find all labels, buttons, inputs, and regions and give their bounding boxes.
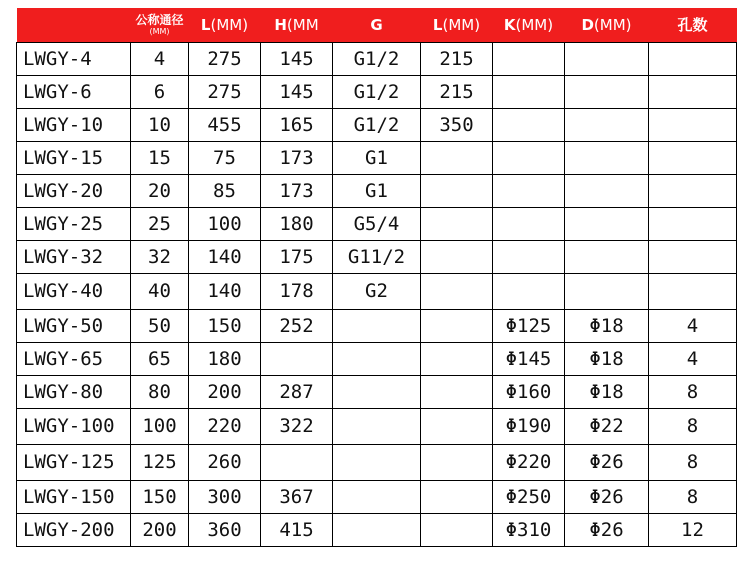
thread-cell: G1/2 bbox=[333, 43, 421, 76]
header-d-letter: D bbox=[581, 15, 594, 34]
k-cell bbox=[493, 76, 565, 109]
length-2-cell: 215 bbox=[421, 43, 493, 76]
length-2-cell: 215 bbox=[421, 76, 493, 109]
nominal-diameter-cell: 200 bbox=[131, 514, 189, 547]
length-cell: 200 bbox=[189, 376, 261, 409]
holes-cell: 8 bbox=[649, 481, 737, 514]
model-cell: LWGY-10 bbox=[17, 109, 131, 142]
nominal-diameter-cell: 80 bbox=[131, 376, 189, 409]
d-cell: Φ26 bbox=[565, 481, 649, 514]
nominal-diameter-cell: 25 bbox=[131, 208, 189, 241]
length-cell: 260 bbox=[189, 445, 261, 481]
header-length-2-letter: L bbox=[432, 15, 443, 34]
header-row bbox=[17, 8, 737, 43]
thread-cell: G11/2 bbox=[333, 241, 421, 274]
d-cell: Φ18 bbox=[565, 310, 649, 343]
thread-cell: G1/2 bbox=[333, 76, 421, 109]
d-cell bbox=[565, 208, 649, 241]
k-cell: Φ250 bbox=[493, 481, 565, 514]
k-cell: Φ145 bbox=[493, 343, 565, 376]
table-row bbox=[17, 274, 737, 310]
model-cell: LWGY-40 bbox=[17, 274, 131, 310]
holes-cell: 8 bbox=[649, 445, 737, 481]
d-cell bbox=[565, 142, 649, 175]
height-cell: 415 bbox=[261, 514, 333, 547]
length-cell: 85 bbox=[189, 175, 261, 208]
header-length-2-unit: (MM) bbox=[442, 15, 481, 34]
thread-cell bbox=[333, 514, 421, 547]
header-holes: 孔数 bbox=[649, 8, 737, 43]
header-height bbox=[261, 8, 333, 43]
k-cell: Φ125 bbox=[493, 310, 565, 343]
k-cell: Φ190 bbox=[493, 409, 565, 445]
length-cell: 455 bbox=[189, 109, 261, 142]
nominal-diameter-cell: 6 bbox=[131, 76, 189, 109]
height-cell: 180 bbox=[261, 208, 333, 241]
length-cell: 140 bbox=[189, 274, 261, 310]
length-2-cell bbox=[421, 343, 493, 376]
nominal-diameter-cell: 10 bbox=[131, 109, 189, 142]
d-cell bbox=[565, 274, 649, 310]
header-nominal-diameter-label: 公称通径 bbox=[135, 13, 184, 27]
k-cell bbox=[493, 142, 565, 175]
holes-cell bbox=[649, 241, 737, 274]
header-nominal-diameter-unit: (MM) bbox=[149, 27, 170, 36]
header-thread: G bbox=[333, 8, 421, 43]
holes-cell bbox=[649, 109, 737, 142]
nominal-diameter-cell: 50 bbox=[131, 310, 189, 343]
model-cell: LWGY-50 bbox=[17, 310, 131, 343]
height-cell: 287 bbox=[261, 376, 333, 409]
model-cell: LWGY-20 bbox=[17, 175, 131, 208]
k-cell bbox=[493, 43, 565, 76]
length-2-cell bbox=[421, 175, 493, 208]
thread-cell bbox=[333, 409, 421, 445]
thread-cell: G5/4 bbox=[333, 208, 421, 241]
nominal-diameter-cell: 65 bbox=[131, 343, 189, 376]
thread-cell bbox=[333, 481, 421, 514]
model-cell: LWGY-80 bbox=[17, 376, 131, 409]
table-row bbox=[17, 109, 737, 142]
k-cell: Φ220 bbox=[493, 445, 565, 481]
holes-cell bbox=[649, 142, 737, 175]
length-cell: 275 bbox=[189, 76, 261, 109]
length-cell: 360 bbox=[189, 514, 261, 547]
table-row bbox=[17, 142, 737, 175]
holes-cell bbox=[649, 175, 737, 208]
header-length-2 bbox=[421, 8, 493, 43]
table-row bbox=[17, 310, 737, 343]
height-cell: 173 bbox=[261, 175, 333, 208]
model-cell: LWGY-25 bbox=[17, 208, 131, 241]
holes-cell: 8 bbox=[649, 409, 737, 445]
model-cell: LWGY-65 bbox=[17, 343, 131, 376]
table-row bbox=[17, 76, 737, 109]
model-cell: LWGY-32 bbox=[17, 241, 131, 274]
table-row bbox=[17, 43, 737, 76]
length-2-cell bbox=[421, 376, 493, 409]
table-body bbox=[17, 43, 737, 547]
header-k-unit: (MM) bbox=[515, 15, 554, 34]
height-cell: 145 bbox=[261, 43, 333, 76]
k-cell bbox=[493, 208, 565, 241]
d-cell: Φ18 bbox=[565, 343, 649, 376]
holes-cell: 12 bbox=[649, 514, 737, 547]
holes-cell bbox=[649, 43, 737, 76]
nominal-diameter-cell: 125 bbox=[131, 445, 189, 481]
table-row bbox=[17, 376, 737, 409]
nominal-diameter-cell: 40 bbox=[131, 274, 189, 310]
length-cell: 275 bbox=[189, 43, 261, 76]
height-cell: 252 bbox=[261, 310, 333, 343]
model-cell: LWGY-150 bbox=[17, 481, 131, 514]
header-length bbox=[189, 8, 261, 43]
length-2-cell bbox=[421, 409, 493, 445]
nominal-diameter-cell: 20 bbox=[131, 175, 189, 208]
table-row bbox=[17, 481, 737, 514]
model-cell: LWGY-200 bbox=[17, 514, 131, 547]
thread-cell bbox=[333, 376, 421, 409]
length-2-cell bbox=[421, 514, 493, 547]
header-nominal-diameter bbox=[131, 8, 189, 43]
thread-cell: G1 bbox=[333, 175, 421, 208]
d-cell: Φ22 bbox=[565, 409, 649, 445]
holes-cell: 4 bbox=[649, 343, 737, 376]
header-length-letter: L bbox=[200, 15, 211, 34]
d-cell bbox=[565, 76, 649, 109]
height-cell bbox=[261, 343, 333, 376]
d-cell: Φ18 bbox=[565, 376, 649, 409]
length-cell: 100 bbox=[189, 208, 261, 241]
length-2-cell bbox=[421, 241, 493, 274]
nominal-diameter-cell: 32 bbox=[131, 241, 189, 274]
length-2-cell bbox=[421, 208, 493, 241]
header-length-unit: (MM) bbox=[210, 15, 249, 34]
nominal-diameter-cell: 100 bbox=[131, 409, 189, 445]
k-cell bbox=[493, 274, 565, 310]
height-cell: 173 bbox=[261, 142, 333, 175]
d-cell: Φ26 bbox=[565, 445, 649, 481]
nominal-diameter-cell: 15 bbox=[131, 142, 189, 175]
model-cell: LWGY-100 bbox=[17, 409, 131, 445]
length-2-cell bbox=[421, 481, 493, 514]
thread-cell bbox=[333, 310, 421, 343]
nominal-diameter-cell: 150 bbox=[131, 481, 189, 514]
k-cell: Φ310 bbox=[493, 514, 565, 547]
length-2-cell: 350 bbox=[421, 109, 493, 142]
model-cell: LWGY-125 bbox=[17, 445, 131, 481]
k-cell bbox=[493, 109, 565, 142]
length-cell: 300 bbox=[189, 481, 261, 514]
table-row bbox=[17, 445, 737, 481]
thread-cell bbox=[333, 445, 421, 481]
height-cell: 322 bbox=[261, 409, 333, 445]
length-cell: 140 bbox=[189, 241, 261, 274]
height-cell: 178 bbox=[261, 274, 333, 310]
table-header bbox=[17, 8, 737, 43]
header-height-unit: (MM bbox=[286, 15, 319, 34]
length-2-cell bbox=[421, 445, 493, 481]
thread-cell bbox=[333, 343, 421, 376]
header-d bbox=[565, 8, 649, 43]
header-k-letter: K bbox=[503, 15, 516, 34]
model-cell: LWGY-15 bbox=[17, 142, 131, 175]
length-cell: 180 bbox=[189, 343, 261, 376]
model-cell: LWGY-4 bbox=[17, 43, 131, 76]
d-cell: Φ26 bbox=[565, 514, 649, 547]
k-cell bbox=[493, 241, 565, 274]
height-cell: 165 bbox=[261, 109, 333, 142]
height-cell: 367 bbox=[261, 481, 333, 514]
holes-cell bbox=[649, 208, 737, 241]
length-cell: 75 bbox=[189, 142, 261, 175]
length-2-cell bbox=[421, 274, 493, 310]
table-row bbox=[17, 409, 737, 445]
thread-cell: G2 bbox=[333, 274, 421, 310]
thread-cell: G1/2 bbox=[333, 109, 421, 142]
nominal-diameter-cell: 4 bbox=[131, 43, 189, 76]
holes-cell bbox=[649, 274, 737, 310]
length-2-cell bbox=[421, 142, 493, 175]
d-cell bbox=[565, 175, 649, 208]
d-cell bbox=[565, 109, 649, 142]
height-cell: 175 bbox=[261, 241, 333, 274]
header-k bbox=[493, 8, 565, 43]
header-height-letter: H bbox=[274, 15, 287, 34]
height-cell: 145 bbox=[261, 76, 333, 109]
length-2-cell bbox=[421, 310, 493, 343]
model-cell: LWGY-6 bbox=[17, 76, 131, 109]
k-cell: Φ160 bbox=[493, 376, 565, 409]
holes-cell: 8 bbox=[649, 376, 737, 409]
header-d-unit: (MM) bbox=[593, 15, 632, 34]
table-row bbox=[17, 175, 737, 208]
thread-cell: G1 bbox=[333, 142, 421, 175]
height-cell bbox=[261, 445, 333, 481]
table-row bbox=[17, 514, 737, 547]
holes-cell: 4 bbox=[649, 310, 737, 343]
holes-cell bbox=[649, 76, 737, 109]
header-model-blank bbox=[17, 8, 131, 43]
k-cell bbox=[493, 175, 565, 208]
table-row bbox=[17, 343, 737, 376]
length-cell: 220 bbox=[189, 409, 261, 445]
d-cell bbox=[565, 43, 649, 76]
table-row bbox=[17, 241, 737, 274]
table-row bbox=[17, 208, 737, 241]
d-cell bbox=[565, 241, 649, 274]
spec-table bbox=[16, 8, 737, 547]
length-cell: 150 bbox=[189, 310, 261, 343]
